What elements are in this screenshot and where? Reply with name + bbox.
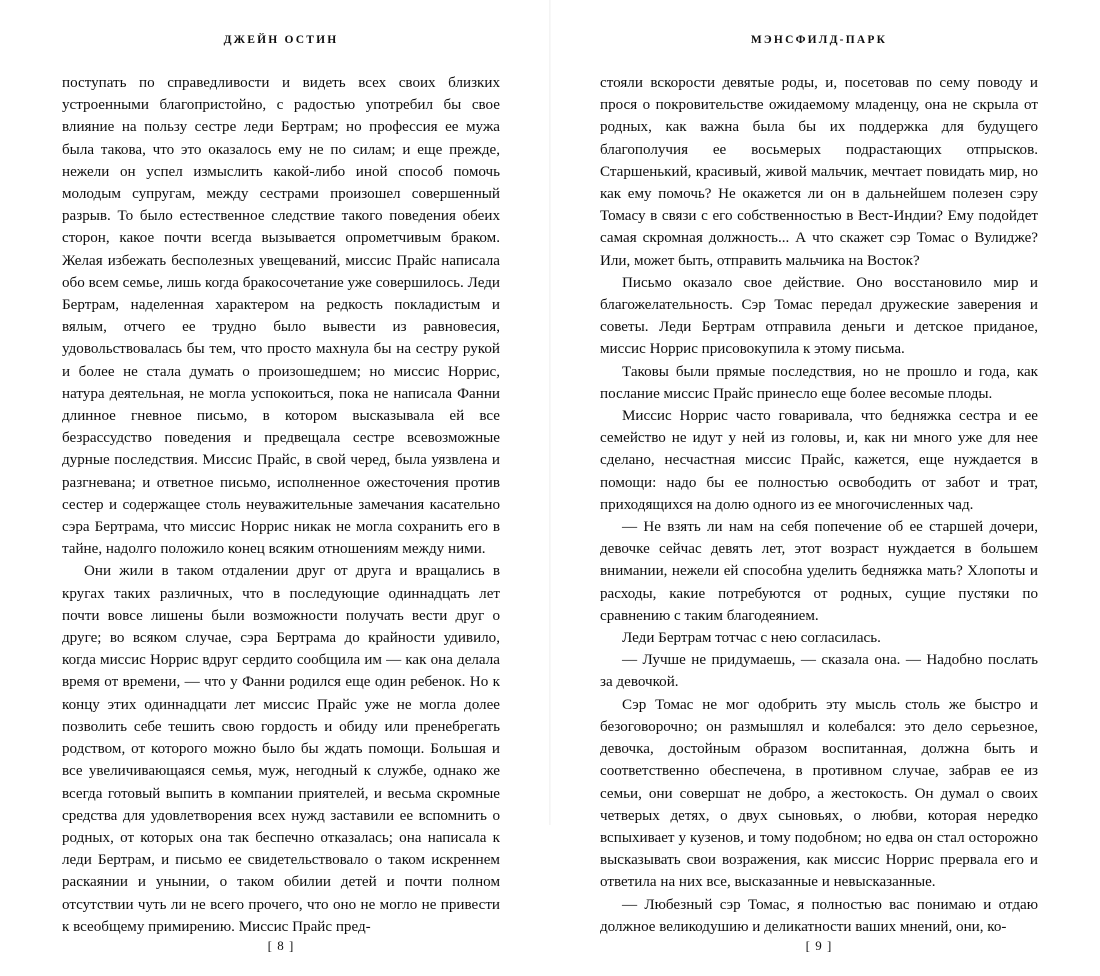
paragraph: Миссис Норрис часто говаривала, что бедняжка сестра и ее семейство не идут у ней из головы, и, как ни много уже для нее сделано, несчастная миссис Прайс, кажется, еще нуждается в помощи: надо бы ее полностью освободить от забот и трат, приходящихся на долю одного из ее многочисленных чад. [600, 408, 1038, 513]
paragraph: поступать по справедливости и видеть всех своих близких устроенными благопристойно, с радостью употребил бы свое влияние на пользу сестре леди Бертрам; но профессия ее мужа была такова, что это оказалось ему не по силам; и еще прежде, нежели он успел измыслить какой-либо иной способ помочь молодым супругам, между сестрами произошел совершенный разрыв. То было естественное следствие такого поведения обеих сторон, какое почти всегда вызывается опрометчивым браком. Желая избежать бесполезных увещеваний, миссис Прайс написала обо всем семье, лишь когда бракосочетание уже совершилось. Леди Бертрам, наделенная характером на редкость покладистым и вялым, отчего ее трудно было вывести из равновесия, удовольствовалась бы тем, что просто махнула бы на сестру рукой и более не стала думать о произошедшем; но миссис Норрис, натура деятельная, не могла успокоиться, пока не написала Фанни длинное гневное письмо, в котором высказывала ей все безрассудство поведения и предвещала сестре всевозможные дурные последствия. Миссис Прайс, в свой черед, была уязвлена и разгневана; и ответное письмо, исполненное ожесточения против сестер и содержащее столь неуважительные замечания касательно сэра Бертрама, что миссис Норрис никак не могла сохранить его в тайне, надолго положило конец всяким отношениям между ними. [62, 75, 500, 558]
page-right [550, 0, 1100, 953]
body-text-right [600, 72, 1038, 938]
paragraph: Сэр Томас не мог одобрить эту мысль столь же быстро и безоговорочно; он размышлял и колебался: это дело серьезное, девочка, достойным образом воспитанная, должна быть и соответственно обеспечена, в противном случае, забрав ее из семьи, они совершат не добро, а жестокость. Он думал о своих четверых детях, о двух сыновьях, о любви, которая нередко вспыхивает у кузенов, и тому подобном; но едва он стал осторожно высказывать свои возражения, как миссис Норрис прервала его и ответила на них все, высказанные и невысказанные. [600, 696, 1038, 891]
running-head-right: МЭНСФИЛД-ПАРК [750, 34, 888, 46]
page-left [0, 0, 550, 953]
paragraph: — Не взять ли нам на себя попечение об ее старшей дочери, девочке сейчас девять лет, этот возраст нуждается в большем внимании, нежели ей способна уделить бедняжка мать? Хлопоты и расходы, какие потребуются от родных, сущие пустяки по сравнению с таким благодеянием. [600, 519, 1038, 624]
body-text-left [62, 72, 500, 938]
folio-right: [ 9 ] [805, 937, 833, 953]
paragraph: — Лучше не придумаешь, — сказала она. — Надобно послать за девочкой. [600, 652, 1038, 691]
paragraph: Леди Бертрам тотчас с нею согласилась. [622, 630, 881, 647]
folio-left: [ 8 ] [267, 937, 295, 953]
running-head-left: ДЖЕЙН ОСТИН [223, 34, 339, 46]
paragraph: стояли вскорости девятые роды, и, посетовав по сему поводу и прося о покровительстве ожидаемому младенцу, она не скрыла от родных, как важна была бы их поддержка для будущего благополучия ее восьмерых подрастающих отпрысков. Старшенький, красивый, живой мальчик, мечтает повидать мир, но как ему помочь? Не окажется ли он в дальнейшем полезен сэру Томасу в связи с его собственностью в Вест-Индии? Ему подойдет самая скромная должность... А что скажет сэр Томас о Вулидже? Или, может быть, отправить мальчика на Восток? [600, 75, 1038, 269]
paragraph: Письмо оказало свое действие. Оно восстановило мир и благожелательность. Сэр Томас передал дружеские заверения и советы. Леди Бертрам отправила деньги и детское приданое, миссис Норрис присовокупила к этому письма. [600, 274, 1038, 358]
paragraph: Таковы были прямые последствия, но не прошло и года, как послание миссис Прайс принесло еще более весомые плоды. [600, 363, 1038, 402]
paragraph: Они жили в таком отдалении друг от друга и вращались в кругах таких различных, что в последующие одиннадцать лет почти вовсе лишены были возможности получать вести друг о друге; во всяком случае, сэра Бертрама до крайности удивило, когда миссис Норрис вдруг сердито сообщила им — как она делала время от времени, — что у Фанни родился еще один ребенок. Но к концу этих одиннадцати лет миссис Прайс уже не могла долее позволить себе тешить свою гордость и обиду или пренебрегать родством, от которого можно было бы ждать помощи. Большая и все увеличивающаяся семья, муж, негодный к службе, однако же всегда готовый выпить в компании приятелей, и весьма скромные средства для удовлетворения всех нужд заставили ее вспомнить о родных, от которых она так беспечно отказалась; она написала к леди Бертрам, и письмо ее свидетельствовало о таком искреннем раскаянии и унынии, о таком обилии детей и почти полном отсутствии чуть ли не всего прочего, что оно не могло не привести к всеобщему примирению. Миссис Прайс пред- [62, 563, 500, 935]
paragraph: — Любезный сэр Томас, я полностью вас понимаю и отдаю должное великодушию и деликатности ваших мнений, они, ко- [600, 896, 1038, 935]
